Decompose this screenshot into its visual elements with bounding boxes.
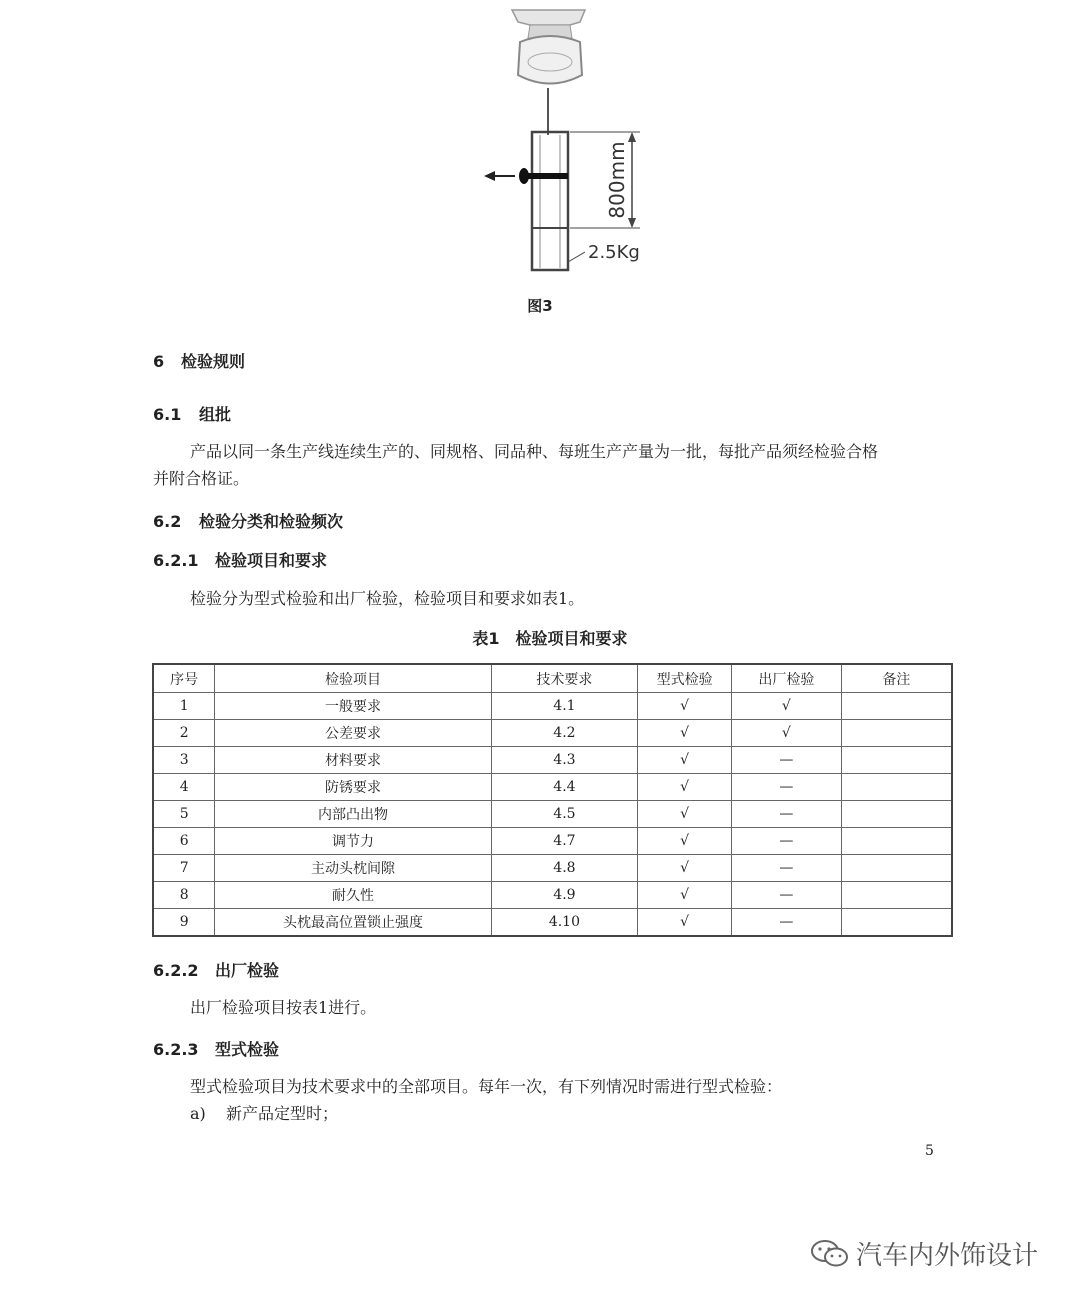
table-cell	[841, 828, 952, 855]
table-cell: √	[732, 720, 842, 747]
table-cell: √	[638, 909, 732, 937]
table-row	[153, 882, 952, 909]
table-cell: —	[732, 909, 842, 937]
table-cell: —	[732, 882, 842, 909]
table-cell: 内部凸出物	[215, 801, 491, 828]
table-cell: 4.4	[491, 774, 638, 801]
section-6-2-2-text: 出厂检验项目按表1进行。	[190, 998, 377, 1017]
section-6-2-2-heading	[153, 958, 279, 981]
header-cell: 检验项目	[215, 664, 491, 693]
table-cell: √	[638, 747, 732, 774]
section-number: 6.2.2	[153, 961, 199, 980]
table-cell: 主动头枕间隙	[215, 855, 491, 882]
table-row	[153, 720, 952, 747]
section-title: 型式检验	[215, 1040, 280, 1059]
table-cell: 4.1	[491, 693, 638, 720]
table-cell: 4.9	[491, 882, 638, 909]
section-6-2-3-heading	[153, 1037, 279, 1060]
section-6-2-1-text: 检验分为型式检验和出厂检验，检验项目和要求如表1。	[190, 589, 585, 608]
table-cell	[841, 693, 952, 720]
table-cell: 6	[153, 828, 215, 855]
table-cell	[841, 774, 952, 801]
wechat-icon	[810, 1238, 850, 1270]
section-6-2-3-text: 型式检验项目为技术要求中的全部项目。每年一次，有下列情况时需进行型式检验：	[190, 1077, 783, 1096]
list-item-a	[190, 1100, 338, 1128]
table-cell: 调节力	[215, 828, 491, 855]
table-cell: 9	[153, 909, 215, 937]
table-cell: √	[638, 774, 732, 801]
table-row	[153, 774, 952, 801]
table-cell: 4.3	[491, 747, 638, 774]
table-cell	[841, 801, 952, 828]
header-cell: 出厂检验	[732, 664, 842, 693]
table-cell: 2	[153, 720, 215, 747]
table-row	[153, 855, 952, 882]
table-row	[153, 828, 952, 855]
table-cell: 4.10	[491, 909, 638, 937]
table-cell: —	[732, 855, 842, 882]
table-cell: 材料要求	[215, 747, 491, 774]
list-item-text: 新产品定型时；	[226, 1104, 339, 1123]
section-6-1-heading	[153, 402, 231, 425]
figure-caption: 图3	[527, 297, 553, 315]
section-6-heading	[153, 349, 245, 372]
table-cell: 防锈要求	[215, 774, 491, 801]
table-cell: 耐久性	[215, 882, 491, 909]
table-cell: √	[732, 693, 842, 720]
table-cell: √	[638, 855, 732, 882]
table-cell: 5	[153, 801, 215, 828]
table-cell	[841, 747, 952, 774]
table-cell: 4.2	[491, 720, 638, 747]
table-row	[153, 747, 952, 774]
dimension-label: 800mm	[605, 141, 629, 219]
watermark-text: 汽车内外饰设计	[856, 1241, 1039, 1271]
table-title: 表1 检验项目和要求	[472, 629, 628, 648]
section-title: 出厂检验	[215, 961, 280, 980]
table-cell	[841, 855, 952, 882]
section-number: 6.2.1	[153, 551, 199, 570]
table-cell: 3	[153, 747, 215, 774]
table-cell: 头枕最高位置锁止强度	[215, 909, 491, 937]
header-cell: 备注	[841, 664, 952, 693]
section-6-2-heading	[153, 509, 343, 532]
watermark	[810, 1235, 1038, 1272]
table-cell: √	[638, 801, 732, 828]
table-cell: 公差要求	[215, 720, 491, 747]
section-6-2-1-heading	[153, 548, 327, 571]
section-6-1-text-line2: 并附合格证。	[153, 469, 250, 488]
figure-3-drawing	[470, 0, 670, 280]
table-cell	[841, 909, 952, 937]
table-cell: 4.7	[491, 828, 638, 855]
table-cell: 4	[153, 774, 215, 801]
section-title: 组批	[199, 405, 232, 424]
table-cell: —	[732, 828, 842, 855]
table-cell: √	[638, 828, 732, 855]
table-cell: 4.5	[491, 801, 638, 828]
weight-label: 2.5Kg	[588, 242, 640, 263]
table-cell: 一般要求	[215, 693, 491, 720]
header-cell: 技术要求	[491, 664, 638, 693]
inspection-table	[152, 663, 953, 937]
table-cell: 4.8	[491, 855, 638, 882]
table-cell: 8	[153, 882, 215, 909]
section-number: 6.1	[153, 405, 182, 424]
table-cell: —	[732, 747, 842, 774]
table-row	[153, 693, 952, 720]
table-cell	[841, 720, 952, 747]
section-title: 检验规则	[181, 352, 246, 371]
list-item-label: a)	[190, 1104, 206, 1123]
section-number: 6.2.3	[153, 1040, 199, 1059]
table-cell: √	[638, 720, 732, 747]
table-cell	[841, 882, 952, 909]
table-cell: 7	[153, 855, 215, 882]
table-row	[153, 801, 952, 828]
header-cell: 型式检验	[638, 664, 732, 693]
table-cell: √	[638, 693, 732, 720]
section-title: 检验项目和要求	[215, 551, 328, 570]
section-number: 6.2	[153, 512, 182, 531]
table-cell: 1	[153, 693, 215, 720]
table-cell: —	[732, 774, 842, 801]
header-cell: 序号	[153, 664, 215, 693]
table-cell: √	[638, 882, 732, 909]
table-cell: —	[732, 801, 842, 828]
section-title: 检验分类和检验频次	[199, 512, 344, 531]
table-header-row	[153, 664, 952, 693]
section-6-1-text-line1: 产品以同一条生产线连续生产的、同规格、同品种、每班生产产量为一批，每批产品须经检验合格	[190, 442, 879, 461]
section-number: 6	[153, 352, 165, 371]
page-number: 5	[925, 1143, 934, 1159]
table-row	[153, 909, 952, 937]
